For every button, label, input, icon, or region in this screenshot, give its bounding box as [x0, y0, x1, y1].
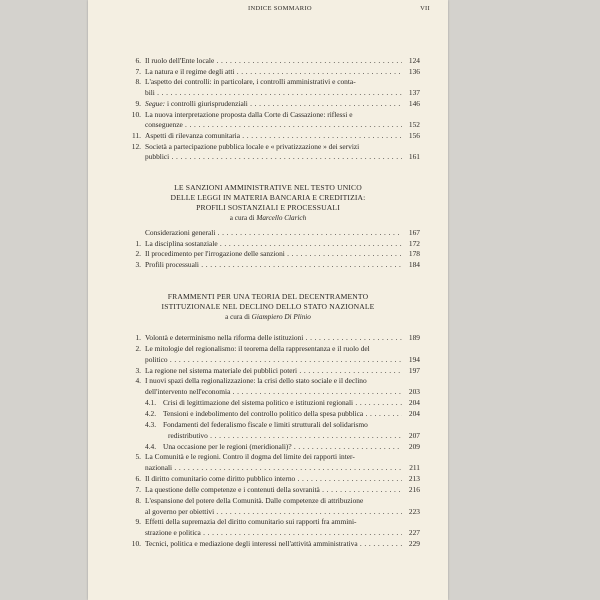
entry-title: [163, 397, 402, 408]
entry-title: [145, 386, 402, 397]
entry-title: [145, 98, 402, 109]
entry-title-text: Tensioni e indebolimento del controllo politico della spesa pubblica: [163, 408, 364, 418]
entry-number: 10.: [131, 109, 141, 119]
toc-entry: [88, 473, 448, 484]
entry-page: 197: [408, 365, 420, 375]
entry-title-text: Il ruolo dell'Ente locale: [145, 56, 215, 65]
running-header: [88, 5, 448, 17]
entry-title-text: Profili processuali: [145, 260, 199, 270]
entry-title-text: Società a partecipazione pubblica locale e « privatizzazione » dei servizi: [145, 141, 360, 151]
entry-page: 211: [409, 463, 420, 473]
entry-title-text: Fondamenti del federalismo fiscale e limiti strutturali del solidarismo: [163, 419, 368, 429]
entry-page: 204: [408, 398, 420, 408]
entry-page: 204: [408, 408, 420, 418]
toc-entry: [88, 343, 448, 354]
entry-page: 156: [408, 130, 420, 140]
toc-entry: [88, 119, 448, 130]
entry-number: 7.: [135, 484, 141, 494]
toc-entry: [88, 451, 448, 462]
entry-number: 4.4.: [145, 441, 157, 451]
section-2-title-line-2: DELLE LEGGI IN MATERIA BANCARIA E CREDITIZIA:: [170, 193, 366, 202]
entry-page: 136: [408, 66, 420, 76]
entry-title-text: pubblici: [145, 152, 170, 162]
entry-title: [145, 151, 402, 162]
entry-number: 1.: [135, 238, 141, 248]
entry-title-text: La regione nel sistema materiale dei pubblici poteri: [145, 365, 298, 375]
entry-title-text: Crisi di legittimazione del sistema politico e istituzioni regionali: [163, 398, 354, 408]
entry-number: 1.: [135, 333, 141, 342]
toc-entry: [88, 87, 448, 98]
entry-title-text: Il procedimento per l'irrogazione delle sanzioni: [145, 249, 285, 259]
entry-title: [145, 516, 402, 527]
entry-page: 184: [408, 260, 420, 270]
entry-number: 4.2.: [145, 408, 157, 418]
entry-title-text: Aspetti di rilevanza comunitaria: [145, 130, 241, 140]
section-2-editor: [88, 213, 448, 223]
toc-entry: [88, 527, 448, 538]
entry-title-text: La natura e il regime degli atti: [145, 66, 235, 76]
entry-title: [145, 375, 402, 386]
entry-page: 207: [408, 430, 420, 440]
editor-prefix: a cura di: [229, 214, 257, 222]
entry-page: 229: [408, 539, 420, 549]
toc-entry: [88, 538, 448, 549]
entry-title-text: Le mitologie del regionalismo: il teorema della rappresentanza e il ruolo del: [145, 343, 370, 353]
entry-title-text: dell'intervento nell'economia: [145, 387, 231, 397]
toc-entry: [88, 354, 448, 365]
section-3-title-line-1: FRAMMENTI PER UNA TEORIA DEL DECENTRAMENTO: [167, 292, 369, 301]
entry-page: 227: [408, 528, 420, 538]
entry-page: 172: [408, 238, 420, 248]
entry-title: [145, 238, 402, 249]
entry-number: 4.3.: [145, 419, 157, 429]
entry-title: [163, 441, 402, 452]
toc-entry: [88, 238, 448, 249]
toc-entry: [88, 430, 448, 441]
entry-title: [145, 473, 402, 484]
toc-entry: [88, 365, 448, 376]
entry-title-text: La nuova interpretazione proposta dalla Corte di Cassazione: riflessi e: [145, 109, 353, 119]
toc-entry: [88, 109, 448, 120]
entry-page: 194: [408, 354, 420, 364]
entry-title-text: Il diritto comunitario come diritto pubblico interno: [145, 474, 296, 484]
entry-number: 6.: [135, 474, 141, 484]
entry-title-text: L'aspetto dei controlli: in particolare, i controlli amministrativi e conta-: [145, 77, 356, 87]
section-2-title-line-1: LE SANZIONI AMMINISTRATIVE NEL TESTO UNICO: [174, 183, 362, 192]
toc-entry: [88, 151, 448, 162]
section-3-editor: [88, 312, 448, 322]
entry-title: [145, 495, 402, 506]
entry-title: [145, 484, 402, 495]
entry-title-text: La Comunità e le regioni. Contro il dogma del limite dei rapporti inter-: [145, 452, 355, 462]
entry-number: 3.: [135, 260, 141, 270]
toc-entry: [88, 495, 448, 506]
entry-page: 146: [408, 98, 420, 108]
toc-entry: [88, 66, 448, 77]
section-3-title-line-2: ISTITUZIONALE NEL DECLINO DELLO STATO NAZIONALE: [161, 302, 375, 311]
entry-title: [145, 141, 402, 152]
entry-page: 209: [408, 441, 420, 451]
entry-number: 11.: [132, 130, 141, 140]
entry-number: 4.1.: [145, 398, 157, 408]
editor-name: Marcello Clarich: [256, 214, 307, 222]
entry-number: 3.: [135, 365, 141, 375]
entry-page: 124: [408, 56, 420, 65]
entry-title: [145, 354, 402, 365]
section-2-title-line-3: PROFILI SOSTANZIALI E PROCESSUALI: [196, 203, 340, 212]
entry-page: 189: [408, 333, 420, 342]
entry-title: [145, 76, 402, 87]
entry-title: [145, 227, 402, 238]
page-number: VII: [420, 5, 430, 12]
toc-entry: [88, 506, 448, 517]
entry-title: [145, 538, 402, 549]
entry-title-text: redistributivo: [168, 430, 208, 440]
toc-entry: [88, 386, 448, 397]
entry-number: 7.: [135, 66, 141, 76]
toc-entry: [88, 130, 448, 141]
entry-title-text: Volontà e determinismo nella riforma delle istituzioni: [145, 333, 304, 342]
entry-title-text: Tecnici, politica e mediazione degli interessi nell'attività amministrativa: [145, 539, 358, 549]
toc-entry: [88, 259, 448, 270]
entry-title-italic: Segue:: [145, 98, 166, 108]
entry-title: [145, 66, 402, 77]
entry-number: 5.: [135, 452, 141, 462]
entry-title-text: bili: [145, 88, 155, 98]
entry-title-text: strazione e politica: [145, 528, 201, 538]
entry-number: 8.: [135, 77, 141, 87]
editor-prefix: a cura di: [225, 313, 252, 321]
running-title: INDICE SOMMARIO: [248, 5, 312, 12]
book-page: [88, 0, 448, 600]
toc-entry: [88, 98, 448, 109]
entry-title: [145, 343, 402, 354]
entry-page: 137: [408, 88, 420, 98]
toc-entry: [88, 419, 448, 430]
entry-title-text: al governo per obiettivi: [145, 506, 215, 516]
entry-title-text: politico: [145, 354, 168, 364]
entry-title-text: i controlli giurisprudenziali: [165, 98, 248, 108]
toc-entry: [88, 397, 448, 408]
entry-title: [145, 109, 402, 120]
entry-title-text: I nuovi spazi della regionalizzazione: la crisi dello stato sociale e il declino: [145, 376, 367, 386]
entry-title: [163, 408, 402, 419]
toc-entry: [88, 484, 448, 495]
entry-title: [145, 55, 402, 66]
entry-title: [145, 87, 402, 98]
toc-entry: [88, 332, 448, 343]
entry-title-text: Effetti della supremazia del diritto comunitario sui rapporti fra ammini-: [145, 517, 357, 527]
entry-title-text: conseguenze: [145, 120, 183, 130]
entry-number: 6.: [135, 56, 141, 65]
entry-page: 203: [408, 387, 420, 397]
entry-title-text: La questione delle competenze e i contenuti della sovranità: [145, 484, 320, 494]
entry-title-text: nazionali: [145, 463, 173, 473]
entry-page: 161: [408, 152, 420, 162]
entry-title: [145, 332, 402, 343]
entry-title: [163, 419, 402, 430]
entry-page: 178: [408, 249, 420, 259]
editor-name: Giampiero Di Plinio: [251, 313, 311, 321]
entry-number: 9.: [135, 517, 141, 527]
entry-title: [145, 365, 402, 376]
entry-title-text: La disciplina sostanziale: [145, 238, 218, 248]
entry-page: 213: [408, 474, 420, 484]
entry-title-text: L'espansione del potere della Comunità. Dalle competenze di attribuzione: [145, 495, 364, 505]
entry-number: 8.: [135, 495, 141, 505]
entry-title: [145, 462, 402, 473]
entry-title: [145, 119, 402, 130]
toc-entry: [88, 227, 448, 238]
toc-entry: [88, 375, 448, 386]
entry-number: 2.: [135, 249, 141, 259]
toc-entry: [88, 76, 448, 87]
entry-page: 152: [408, 120, 420, 130]
entry-title-text: Considerazioni generali: [145, 228, 216, 237]
entry-page: 167: [408, 228, 420, 237]
entry-title: [145, 130, 402, 141]
entry-title: [168, 430, 402, 441]
entry-title: [145, 527, 402, 538]
toc-entry: [88, 441, 448, 452]
entry-title-text: Una occasione per le regioni (meridionali)?: [163, 441, 292, 451]
entry-title: [145, 259, 402, 270]
entry-title: [145, 451, 402, 462]
entry-title: [145, 506, 402, 517]
toc-entry: [88, 462, 448, 473]
entry-number: 2.: [135, 343, 141, 353]
entry-number: 4.: [135, 376, 141, 386]
toc-entry: [88, 141, 448, 152]
entry-page: 223: [408, 506, 420, 516]
entry-number: 10.: [131, 539, 141, 549]
toc-entry: [88, 55, 448, 66]
entry-page: 216: [408, 484, 420, 494]
toc-entry: [88, 408, 448, 419]
entry-number: 12.: [131, 141, 141, 151]
toc-entry: [88, 248, 448, 259]
entry-number: 9.: [135, 98, 141, 108]
entry-title: [145, 248, 402, 259]
toc-entry: [88, 516, 448, 527]
